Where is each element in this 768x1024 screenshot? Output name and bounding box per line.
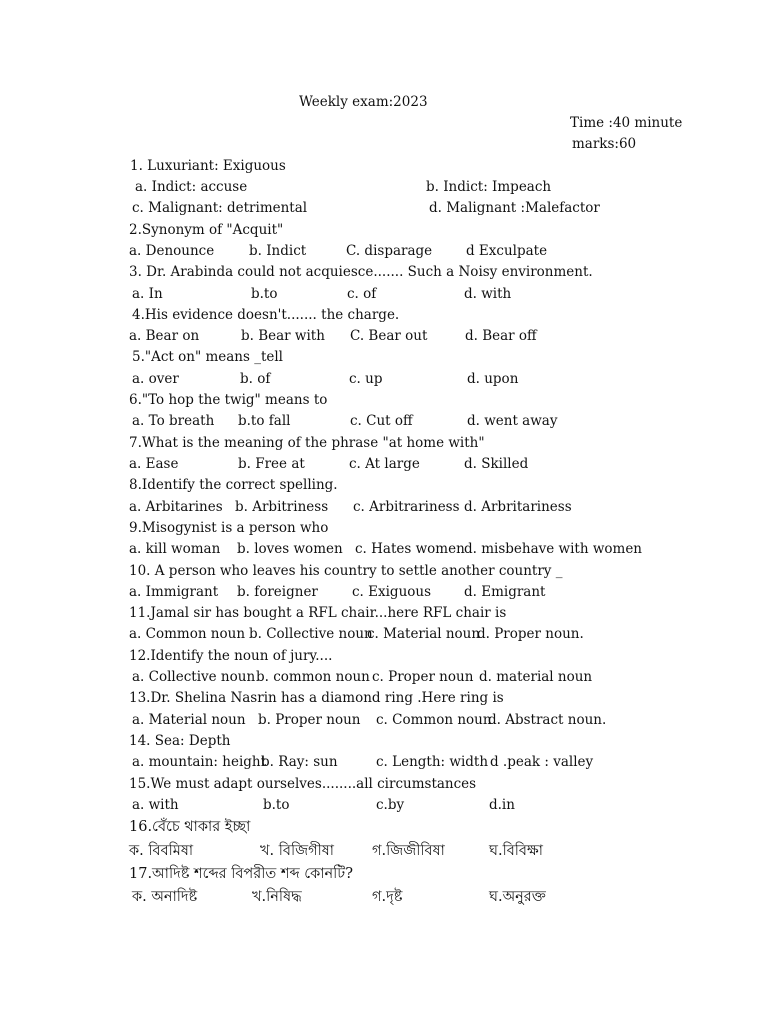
q10-option-a: a. Immigrant — [129, 584, 219, 600]
q6-option-a: a. To breath — [132, 413, 215, 429]
q2-option-b: b. Indict — [249, 243, 307, 259]
q13-option-a: a. Material noun — [132, 712, 246, 728]
q16-option-d: ঘ.বিবিক্ষা — [489, 843, 543, 859]
q17-option-a: ক. অনাদিষ্ট — [132, 889, 198, 905]
q11-option-d: d. Proper noun. — [477, 626, 584, 642]
question-7: 7.What is the meaning of the phrase "at home with" — [129, 435, 485, 451]
q3-option-b: b.to — [251, 286, 278, 302]
exam-time: Time :40 minute — [570, 115, 683, 131]
q12-option-d: d. material noun — [479, 669, 593, 685]
q1-option-d: d. Malignant :Malefactor — [429, 200, 600, 216]
q7-option-d: d. Skilled — [464, 456, 529, 472]
q5-option-b: b. of — [240, 371, 271, 387]
q14-option-c: c. Length: width — [376, 754, 489, 770]
q5-option-c: c. up — [349, 371, 383, 387]
question-11: 11.Jamal sir has bought a RFL chair...here RFL chair is — [129, 605, 507, 621]
question-10: 10. A person who leaves his country to settle another country _ — [129, 563, 563, 579]
q17-option-d: ঘ.অনুরক্ত — [489, 889, 546, 905]
q1-option-c: c. Malignant: detrimental — [132, 200, 308, 216]
question-1: 1. Luxuriant: Exiguous — [130, 158, 286, 174]
question-5: 5."Act on" means _tell — [132, 349, 283, 365]
question-17: 17.আদিষ্ট শব্দের বিপরীত শব্দ কোনটি? — [129, 866, 353, 882]
q6-option-d: d. went away — [467, 413, 558, 429]
q10-option-d: d. Emigrant — [464, 584, 546, 600]
q4-option-c: C. Bear out — [350, 328, 428, 344]
q10-option-c: c. Exiguous — [352, 584, 432, 600]
q12-option-c: c. Proper noun — [372, 669, 474, 685]
q15-option-a: a. with — [132, 797, 179, 813]
q5-option-d: d. upon — [467, 371, 519, 387]
q4-option-a: a. Bear on — [129, 328, 200, 344]
q17-option-b: খ.নিষিদ্ধ — [252, 889, 302, 905]
q4-option-b: b. Bear with — [241, 328, 325, 344]
q2-option-d: d Exculpate — [466, 243, 548, 259]
exam-title: Weekly exam:2023 — [299, 94, 428, 110]
q8-option-a: a. Arbitarines — [129, 499, 223, 515]
question-15: 15.We must adapt ourselves........all circumstances — [129, 776, 477, 792]
q10-option-b: b. foreigner — [237, 584, 318, 600]
q14-option-d: d .peak : valley — [490, 754, 594, 770]
q14-option-b: b. Ray: sun — [261, 754, 338, 770]
q12-option-b: b. common noun — [256, 669, 370, 685]
q11-option-c: c. Material noun — [367, 626, 481, 642]
q9-option-d: d. misbehave with women — [464, 541, 643, 557]
q15-option-c: c.by — [376, 797, 405, 813]
q16-option-a: ক. বিবমিষা — [129, 843, 194, 859]
q8-option-d: d. Arbritariness — [464, 499, 572, 515]
q15-option-b: b.to — [263, 797, 290, 813]
q5-option-a: a. over — [132, 371, 179, 387]
q3-option-a: a. In — [132, 286, 163, 302]
question-16: 16.বেঁচে থাকার ইচ্ছা — [129, 819, 251, 835]
q6-option-b: b.to fall — [238, 413, 291, 429]
q6-option-c: c. Cut off — [350, 413, 413, 429]
q8-option-c: c. Arbitrariness — [353, 499, 460, 515]
q13-option-d: d. Abstract noun. — [488, 712, 607, 728]
q4-option-d: d. Bear off — [465, 328, 537, 344]
q9-option-a: a. kill woman — [129, 541, 221, 557]
q16-option-c: গ.জিজীবিষা — [372, 843, 445, 859]
question-9: 9.Misogynist is a person who — [129, 520, 329, 536]
q7-option-b: b. Free at — [238, 456, 305, 472]
q9-option-b: b. loves women — [237, 541, 343, 557]
question-4: 4.His evidence doesn't....... the charge. — [132, 307, 400, 323]
exam-marks: marks:60 — [572, 136, 637, 152]
question-12: 12.Identify the noun of jury.... — [129, 648, 333, 664]
q13-option-c: c. Common noun — [376, 712, 492, 728]
q7-option-a: a. Ease — [129, 456, 179, 472]
q16-option-b: খ. বিজিগীষা — [260, 843, 334, 859]
question-2: 2.Synonym of "Acquit" — [129, 222, 284, 238]
q11-option-b: b. Collective noun — [249, 626, 373, 642]
q11-option-a: a. Common noun — [129, 626, 246, 642]
q9-option-c: c. Hates women — [355, 541, 465, 557]
question-13: 13.Dr. Shelina Nasrin has a diamond ring .Here ring is — [129, 690, 504, 706]
q1-option-a: a. Indict: accuse — [135, 179, 248, 195]
q8-option-b: b. Arbitriness — [235, 499, 329, 515]
q15-option-d: d.in — [489, 797, 515, 813]
q3-option-d: d. with — [464, 286, 512, 302]
q2-option-a: a. Denounce — [129, 243, 215, 259]
question-8: 8.Identify the correct spelling. — [129, 477, 338, 493]
q3-option-c: c. of — [347, 286, 377, 302]
q13-option-b: b. Proper noun — [258, 712, 361, 728]
question-14: 14. Sea: Depth — [129, 733, 231, 749]
question-3: 3. Dr. Arabinda could not acquiesce....... Such a Noisy environment. — [129, 264, 593, 280]
q2-option-c: C. disparage — [346, 243, 433, 259]
q12-option-a: a. Collective noun — [132, 669, 256, 685]
q7-option-c: c. At large — [349, 456, 420, 472]
q1-option-b: b. Indict: Impeach — [426, 179, 552, 195]
q17-option-c: গ.দৃষ্ট — [372, 889, 403, 905]
question-6: 6."To hop the twig" means to — [129, 392, 328, 408]
q14-option-a: a. mountain: height — [132, 754, 267, 770]
